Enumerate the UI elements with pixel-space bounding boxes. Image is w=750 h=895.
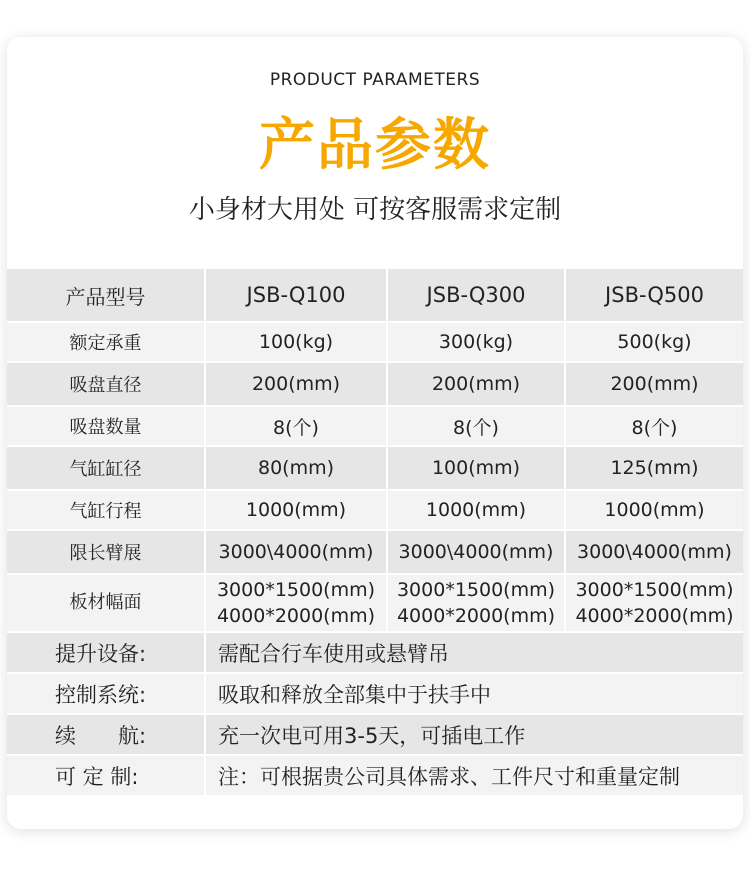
cell: 500(kg) <box>566 323 743 363</box>
row-label: 板材幅面 <box>7 575 206 633</box>
table-row <box>7 575 743 633</box>
cell: 200(mm) <box>566 363 743 407</box>
header <box>7 37 743 269</box>
cell: 1000(mm) <box>388 491 566 531</box>
cell: 1000(mm) <box>206 491 388 531</box>
cell-line: 3000*1500(mm) <box>216 579 376 601</box>
cell <box>388 575 566 633</box>
cell-line: 4000*2000(mm) <box>216 605 376 627</box>
row-label: 气缸缸径 <box>7 447 206 491</box>
cell: 3000\4000(mm) <box>566 531 743 575</box>
table-row <box>7 447 743 491</box>
cell: 100(mm) <box>388 447 566 491</box>
eyebrow-text: PRODUCT PARAMETERS <box>269 70 481 90</box>
note-value: 注：可根据贵公司具体需求、工件尺寸和重量定制 <box>206 756 743 797</box>
cell: 100(kg) <box>206 323 388 363</box>
row-label: 吸盘直径 <box>7 363 206 407</box>
note-label: 可 定 制: <box>7 756 206 797</box>
cell: 200(mm) <box>206 363 388 407</box>
note-value: 吸取和释放全部集中于扶手中 <box>206 674 743 715</box>
column-header-q500: JSB-Q500 <box>566 269 743 323</box>
note-row <box>7 715 743 756</box>
note-value: 充一次电可用3-5天，可插电工作 <box>206 715 743 756</box>
cell <box>206 575 388 633</box>
row-label: 额定承重 <box>7 323 206 363</box>
table-row <box>7 491 743 531</box>
note-label: 提升设备: <box>7 633 206 674</box>
cell-line: 3000*1500(mm) <box>575 579 734 601</box>
cell: 1000(mm) <box>566 491 743 531</box>
parameters-table <box>7 269 743 797</box>
table-row <box>7 363 743 407</box>
cell: 8(个) <box>566 407 743 447</box>
cell: 8(个) <box>388 407 566 447</box>
cell <box>566 575 743 633</box>
row-label: 气缸行程 <box>7 491 206 531</box>
cell: 80(mm) <box>206 447 388 491</box>
table-row <box>7 407 743 447</box>
cell-line: 3000*1500(mm) <box>396 579 556 601</box>
note-row <box>7 756 743 797</box>
cell: 3000\4000(mm) <box>388 531 566 575</box>
row-label: 吸盘数量 <box>7 407 206 447</box>
column-header-q100: JSB-Q100 <box>206 269 388 323</box>
cell: 8(个) <box>206 407 388 447</box>
note-label: 续 航: <box>7 715 206 756</box>
table-row <box>7 531 743 575</box>
subtitle: 小身材大用处 可按客服需求定制 <box>188 195 562 225</box>
cell-line: 4000*2000(mm) <box>575 605 734 627</box>
cell: 125(mm) <box>566 447 743 491</box>
column-header-q300: JSB-Q300 <box>388 269 566 323</box>
table-row <box>7 323 743 363</box>
page-title: 产品参数 <box>259 113 491 178</box>
note-row <box>7 633 743 674</box>
note-label: 控制系统: <box>7 674 206 715</box>
table-header-row <box>7 269 743 323</box>
parameters-card <box>7 37 743 829</box>
cell: 200(mm) <box>388 363 566 407</box>
row-label: 限长臂展 <box>7 531 206 575</box>
cell: 300(kg) <box>388 323 566 363</box>
note-row <box>7 674 743 715</box>
column-header-model: 产品型号 <box>7 269 206 323</box>
note-value: 需配合行车使用或悬臂吊 <box>206 633 743 674</box>
cell: 3000\4000(mm) <box>206 531 388 575</box>
cell-line: 4000*2000(mm) <box>396 605 556 627</box>
